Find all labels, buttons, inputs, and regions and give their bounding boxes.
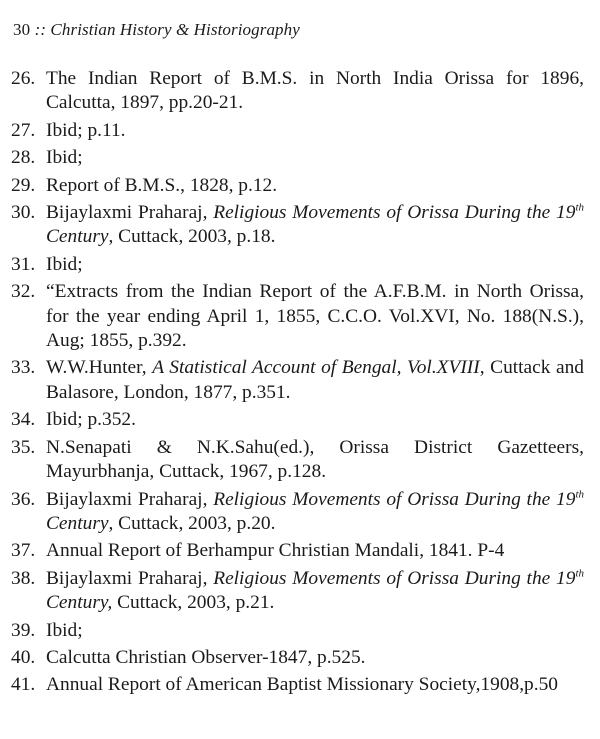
text-run: , Cuttack and Balasore, London, 1877, p.351. (46, 357, 584, 403)
footnote-item (11, 174, 584, 198)
superscript: th (575, 201, 584, 214)
footnote-text (46, 146, 584, 170)
footnote-number: 40. (11, 646, 36, 668)
footnote-number: 31. (11, 253, 36, 275)
footnote-item (11, 201, 584, 250)
text-run: N.Senapati & N.K.Sahu(ed.), Orissa District Gazetteers, Mayurbhanja, Cuttack, 1967, p.128. (46, 436, 584, 483)
footnote-number: 27. (11, 119, 36, 141)
footnote-text (46, 408, 584, 432)
footnote-text (46, 619, 584, 643)
footnote-text (46, 67, 584, 116)
footnote-number: 35. (11, 436, 36, 458)
text-run: The Indian Report of B.M.S. in North India Orissa for 1896, Calcutta, 1897, pp.20-21. (46, 68, 584, 114)
footnote-item (11, 567, 584, 616)
footnote-number: 39. (11, 619, 36, 641)
text-run: Ibid; p.352. (46, 409, 136, 431)
footnote-item (11, 646, 584, 670)
footnote-number: 32. (11, 281, 36, 303)
text-run: Annual Report of American Baptist Missionary Society,1908,p.50 (46, 674, 558, 696)
footnote-text (46, 356, 584, 405)
footnote-number: 41. (11, 674, 36, 696)
text-run: “Extracts from the Indian Report of the A.F.B.M. in North Orissa, for the year ending April 1, 1855, C.C.O. Vol.XVI, No. 188(N.S.), Aug; 1855, p.392. (46, 281, 584, 352)
footnote-item (11, 253, 584, 277)
italic-title: Religious Movements of Orissa During the 19 (213, 202, 576, 224)
footnote-item (11, 356, 584, 405)
footnote-number: 34. (11, 409, 36, 431)
footnote-item (11, 436, 584, 485)
footnote-item (11, 488, 584, 537)
footnote-item (11, 280, 584, 353)
text-run: W.W.Hunter, (46, 357, 153, 379)
running-header (13, 20, 300, 40)
footnote-text (46, 539, 584, 563)
footnote-text (46, 646, 584, 670)
footnote-item (11, 146, 584, 170)
footnote-number: 29. (11, 174, 36, 196)
footnote-item (11, 619, 584, 643)
footnote-text (46, 253, 584, 277)
footnote-text (46, 567, 584, 616)
footnote-text (46, 174, 584, 198)
text-run: Ibid; (46, 619, 83, 641)
text-run: , Cuttack, 2003, p.20. (108, 512, 276, 534)
italic-title: Century, (46, 592, 113, 614)
footnote-number: 28. (11, 147, 36, 169)
footnote-item (11, 119, 584, 143)
text-run: , Cuttack, 2003, p.18. (108, 226, 276, 248)
page-number: 30 (13, 20, 31, 39)
footnote-text (46, 488, 584, 537)
footnote-item (11, 67, 584, 116)
text-run: Cuttack, 2003, p.21. (112, 592, 275, 614)
footnote-number: 36. (11, 488, 36, 510)
italic-title: A Statistical Account of Bengal, Vol.XVIII (152, 357, 480, 379)
footnote-number: 38. (11, 567, 36, 589)
text-run: Calcutta Christian Observer-1847, p.525. (46, 646, 366, 668)
footnote-number: 33. (11, 357, 36, 379)
footnote-text (46, 119, 584, 143)
footnote-text (46, 280, 584, 353)
italic-title: Religious Movements of Orissa During the 19 (213, 488, 576, 510)
text-run: Ibid; (46, 147, 83, 169)
text-run: Annual Report of Berhampur Christian Mandali, 1841. P-4 (46, 540, 505, 562)
text-run: Bijaylaxmi Praharaj, (46, 567, 214, 589)
text-run: Ibid; (46, 253, 83, 275)
footnote-item (11, 673, 584, 697)
footnote-number: 30. (11, 202, 36, 224)
footnote-number: 26. (11, 68, 36, 89)
footnote-text (46, 673, 584, 697)
italic-title: Century (46, 226, 109, 248)
footnote-text (46, 201, 584, 250)
footnote-number: 37. (11, 540, 36, 562)
italic-title: Century (46, 512, 109, 534)
italic-title: Religious Movements of Orissa During the 19 (213, 567, 576, 589)
footnote-list (11, 67, 584, 701)
superscript: th (575, 488, 584, 501)
text-run: Bijaylaxmi Praharaj, (46, 488, 214, 510)
text-run: Ibid; p.11. (46, 119, 126, 141)
footnote-item (11, 408, 584, 432)
superscript: th (575, 567, 584, 580)
footnote-item (11, 539, 584, 563)
footnote-text (46, 436, 584, 485)
text-run: Bijaylaxmi Praharaj, (46, 202, 214, 224)
running-title: :: Christian History & Historiography (34, 20, 300, 39)
text-run: Report of B.M.S., 1828, p.12. (46, 174, 278, 196)
